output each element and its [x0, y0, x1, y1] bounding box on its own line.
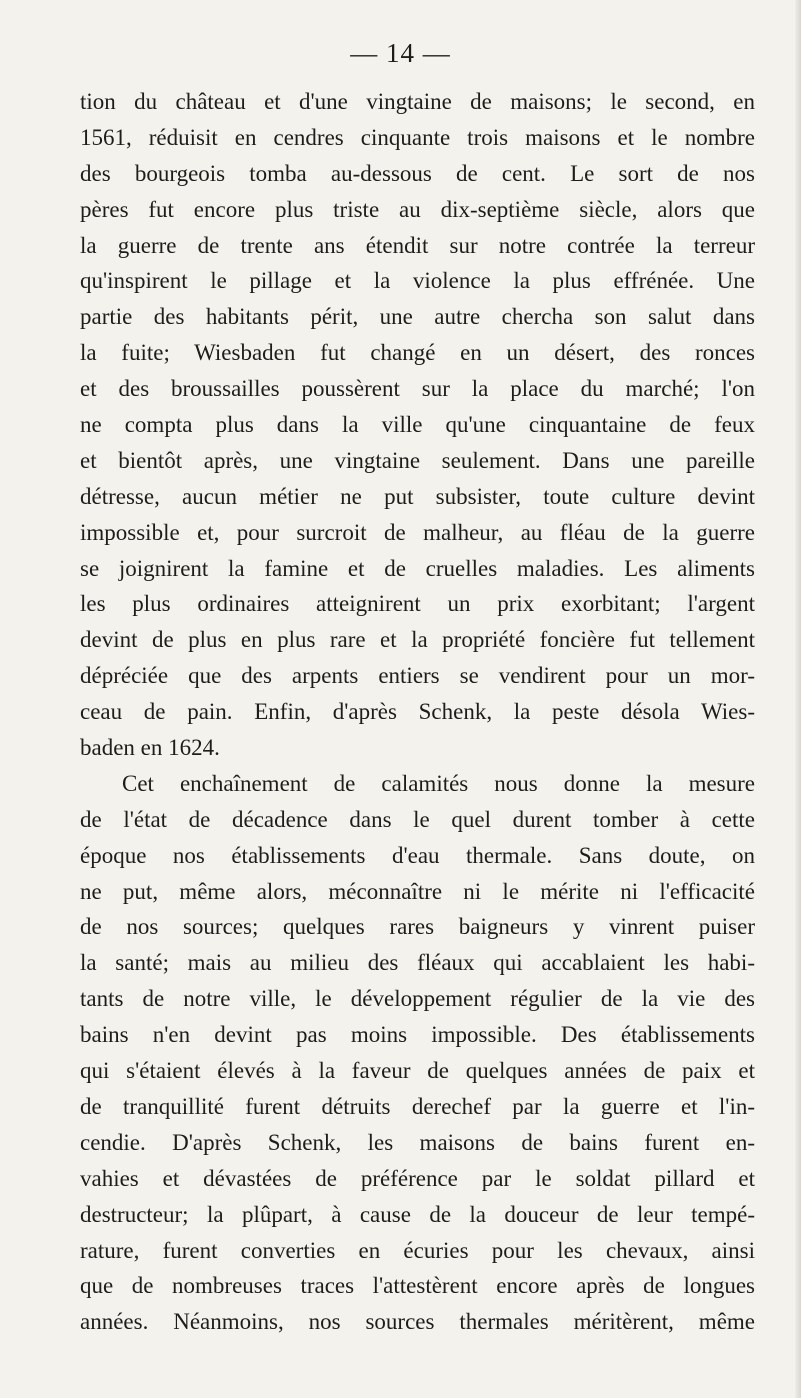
text-line: les plus ordinaires atteignirent un prix exorbitant; l'argent [80, 591, 755, 617]
text-line: ceau de pain. Enfin, d'après Schenk, la peste désola Wies- [80, 699, 755, 725]
text-line: époque nos établissements d'eau thermale. Sans doute, on [80, 842, 755, 868]
text-line: cendie. D'après Schenk, les maisons de bains furent en- [80, 1129, 755, 1155]
text-line: partie des habitants périt, une autre chercha son salut dans [80, 304, 755, 330]
text-line: de tranquillité furent détruits derechef par la guerre et l'in- [80, 1093, 755, 1119]
text-line: ne put, même alors, méconnaître ni le mérite ni l'efficacité [80, 878, 755, 904]
text-line: pères fut encore plus triste au dix-septième siècle, alors que [80, 196, 755, 222]
text-line: la santé; mais au milieu des fléaux qui accablaient les habi- [80, 950, 755, 976]
text-line: détresse, aucun métier ne put subsister, toute culture devint [80, 483, 755, 509]
text-line: de l'état de décadence dans le quel durent tomber à cette [80, 806, 755, 832]
text-line: années. Néanmoins, nos sources thermales méritèrent, même [80, 1309, 755, 1335]
text-line: de nos sources; quelques rares baigneurs y vinrent puiser [80, 914, 755, 940]
text-line: que de nombreuses traces l'attestèrent encore après de longues [80, 1273, 755, 1299]
text-line: des bourgeois tomba au-dessous de cent. Le sort de nos [80, 160, 755, 186]
text-line: et bientôt après, une vingtaine seulement. Dans une pareille [80, 447, 755, 473]
paragraph-end-line: baden en 1624. [80, 735, 220, 761]
text-line: rature, furent converties en écuries pour les chevaux, ainsi [80, 1237, 755, 1263]
text-line: vahies et dévastées de préférence par le soldat pillard et [80, 1165, 755, 1191]
paragraph-start-line: Cet enchaînement de calamités nous donne la mesure [122, 770, 755, 796]
text-line: et des broussailles poussèrent sur la place du marché; l'on [80, 376, 755, 402]
page-number: — 14 — [350, 38, 451, 68]
text-line: qu'inspirent le pillage et la violence la plus effrénée. Une [80, 268, 755, 294]
text-line: se joignirent la famine et de cruelles maladies. Les aliments [80, 555, 755, 581]
text-line: la guerre de trente ans étendit sur notre contrée la terreur [80, 232, 755, 258]
text-line: 1561, réduisit en cendres cinquante trois maisons et le nombre [80, 124, 755, 150]
page-edge [795, 0, 801, 1398]
text-line: devint de plus en plus rare et la propriété foncière fut tellement [80, 627, 755, 653]
text-line: ne compta plus dans la ville qu'une cinquantaine de feux [80, 412, 755, 438]
text-line: impossible et, pour surcroit de malheur, au fléau de la guerre [80, 519, 755, 545]
text-line: destructeur; la plûpart, à cause de la douceur de leur tempé- [80, 1201, 755, 1227]
text-line: tants de notre ville, le développement régulier de la vie des [80, 986, 755, 1012]
text-line: bains n'en devint pas moins impossible. Des établissements [80, 1022, 755, 1048]
text-line: qui s'étaient élevés à la faveur de quelques années de paix et [80, 1058, 755, 1084]
body-text [80, 84, 755, 1340]
text-line: tion du château et d'une vingtaine de maisons; le second, en [80, 89, 755, 114]
text-line: dépréciée que des arpents entiers se vendirent pour un mor- [80, 663, 755, 689]
text-line: la fuite; Wiesbaden fut changé en un désert, des ronces [80, 340, 755, 366]
